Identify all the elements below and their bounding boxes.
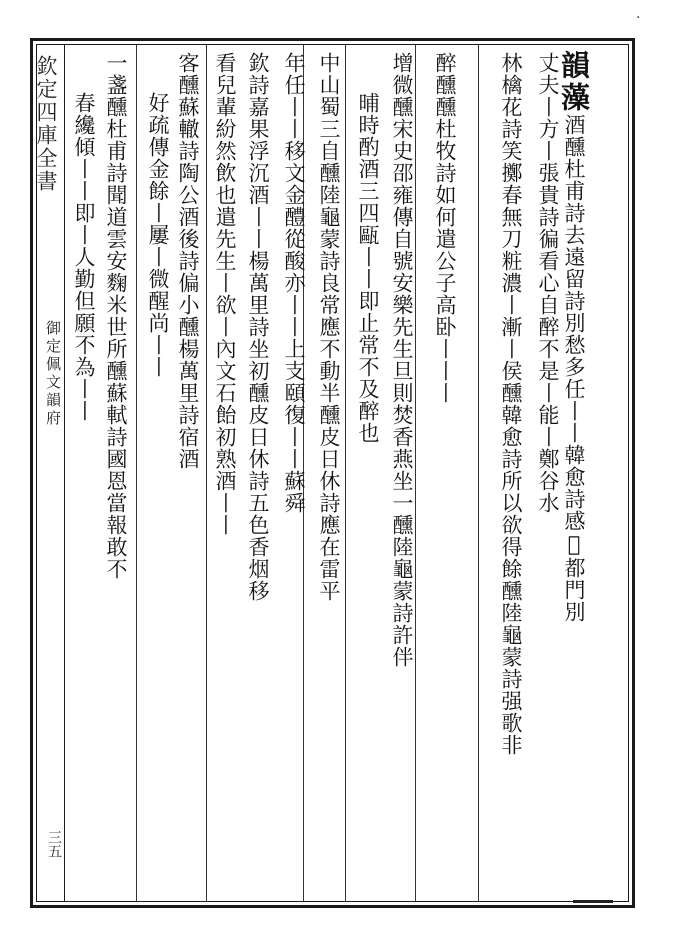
column-text: 晡時酌酒三四甌丨丨即止常不及醉也 <box>356 92 380 444</box>
column-text: 中山蜀三自醺陸龜蒙詩良常應不動半醺皮日休詩應在雷平 <box>317 52 341 602</box>
text-column-10 <box>240 52 276 897</box>
column-text: 增微醺宋史邵雍傳自號安樂先生旦則焚香燕坐一醺陸龜蒙詩許伴 <box>390 52 414 668</box>
column-text: 酒醺杜甫詩去遠留詩別愁多任丨丨韓愈詩感𡵨都門別 <box>562 114 586 623</box>
column-text: 看兒輩紛然飲也遣先生丨欲丨內文石飴初熟酒丨丨 <box>213 52 237 536</box>
text-column-7 <box>350 92 386 937</box>
column-text: 好疏傳金餘丨屢丨微醒尚丨丨 <box>146 92 170 378</box>
column-text: 春纔傾丨丨即丨人勤但願不為丨丨 <box>72 92 96 422</box>
column-text: 丈夫丨方丨張貴詩徧看心自醉不是丨能丨鄭谷水 <box>536 52 560 514</box>
text-column-5 <box>427 52 463 897</box>
text-column-11 <box>207 52 243 897</box>
column-text: 欽詩嘉果浮沉酒丨丨楊萬里詩坐初醺皮日休詩五色香烟移 <box>246 52 270 602</box>
text-column-6 <box>384 52 420 897</box>
column-text: 一盞醺杜甫詩聞道雲安麴米世所醺蘇軾詩國恩當報敢不 <box>104 52 128 580</box>
text-column-2 <box>530 52 566 897</box>
column-text: 年任丨丨移文金醴從酸亦丨丨上支頤復丨丨蘇舜 <box>282 52 306 514</box>
column-rule <box>478 44 479 902</box>
text-column-3 <box>493 52 529 897</box>
margin-title: 欽定四庫全書 <box>34 55 58 193</box>
tail-mark <box>573 900 613 903</box>
text-column-13 <box>140 92 176 937</box>
text-column-9 <box>276 52 312 897</box>
margin-book-name: 御定佩文韻府 <box>44 320 62 428</box>
column-text: 醉醺醺杜牧詩如何遣公子高卧丨丨丨 <box>433 52 457 404</box>
column-text: 客醺蘇轍詩陶公酒後詩偏小醺楊萬里詩宿酒 <box>176 52 200 470</box>
text-column-14 <box>98 52 134 897</box>
column-rule <box>136 44 137 902</box>
text-column-8 <box>311 52 347 897</box>
column-heading: 韻藻 <box>557 50 591 114</box>
corner-mark: · <box>636 10 641 26</box>
text-column-15 <box>66 92 102 937</box>
column-text: 林檎花詩笑擲春無刀粧濃丨漸丨侯醺韓愈詩所以欲得餘醺陸龜蒙詩强歌非 <box>499 52 523 756</box>
page-number: 三五 <box>46 830 62 858</box>
